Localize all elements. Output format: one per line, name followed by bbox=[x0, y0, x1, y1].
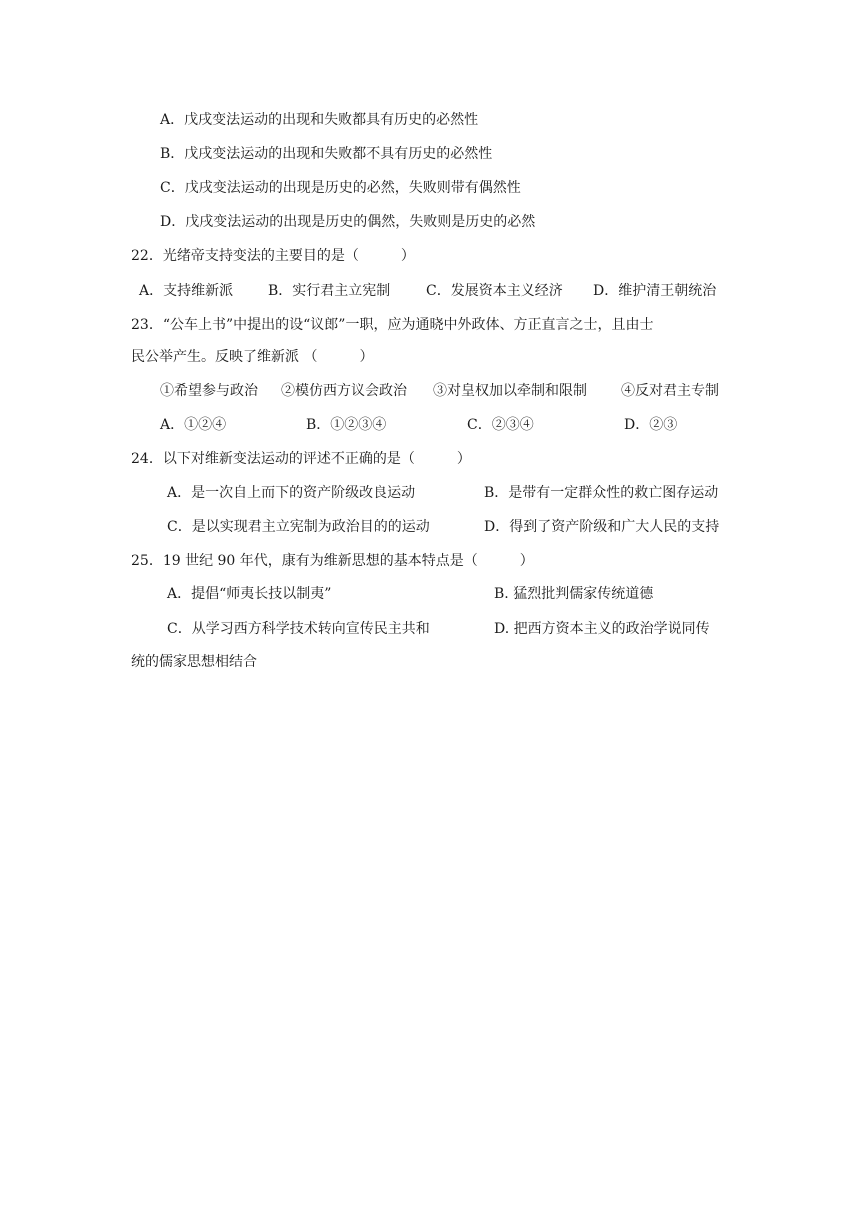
q23-option-a: A．①②④ bbox=[160, 417, 227, 433]
q22-option-a: A．支持维新派 bbox=[139, 283, 234, 299]
q25-stem bbox=[131, 551, 534, 571]
q24-option-c: C．是以实现君主立宪制为政治目的的运动 bbox=[167, 519, 430, 535]
q24-option-d: D．得到了资产阶级和广大人民的支持 bbox=[484, 519, 720, 535]
q21-option-c: C．戊戌变法运动的出现是历史的必然，失败则带有偶然性 bbox=[160, 180, 521, 196]
q23-option-d: D．②③ bbox=[624, 417, 678, 433]
q23-stem-line2 bbox=[131, 347, 373, 367]
q22-option-c: C．发展资本主义经济 bbox=[426, 283, 563, 299]
q25-option-d-continued: 统的儒家思想相结合 bbox=[131, 654, 257, 670]
q22-stem-close: ） bbox=[400, 248, 415, 264]
q21-option-a: A．戊戌变法运动的出现和失败都具有历史的必然性 bbox=[160, 112, 479, 128]
q23-statement-4: ④反对君主专制 bbox=[621, 383, 719, 399]
q24-stem-text: 24．以下对维新变法运动的评述不正确的是（ bbox=[131, 451, 415, 467]
q23-stem-line1: 23．“公车上书”中提出的设“议郎”一职，应为通晓中外政体、方正直言之士，且由士 bbox=[131, 317, 654, 333]
q25-option-a: A．提倡“师夷长技以制夷” bbox=[167, 586, 332, 602]
q25-option-b: B. 猛烈批判儒家传统道德 bbox=[494, 586, 654, 602]
q24-stem bbox=[131, 449, 471, 469]
q23-option-c: C．②③④ bbox=[467, 417, 534, 433]
q24-option-a: A．是一次自上而下的资产阶级改良运动 bbox=[167, 485, 416, 501]
q23-option-b: B．①②③④ bbox=[306, 417, 387, 433]
q23-stem-close: ） bbox=[359, 349, 374, 365]
q23-statement-2: ②模仿西方议会政治 bbox=[281, 383, 407, 399]
q22-stem-text: 22．光绪帝支持变法的主要目的是（ bbox=[131, 248, 359, 264]
q22-stem bbox=[131, 246, 415, 266]
q24-option-b: B．是带有一定群众性的救亡图存运动 bbox=[484, 485, 719, 501]
q25-option-d: D. 把西方资本主义的政治学说同传 bbox=[494, 621, 710, 637]
q21-option-b: B．戊戌变法运动的出现和失败都不具有历史的必然性 bbox=[160, 146, 493, 162]
q25-stem-text: 25．19 世纪 90 年代，康有为维新思想的基本特点是（ bbox=[131, 553, 478, 569]
q23-statement-3: ③对皇权加以牵制和限制 bbox=[433, 383, 587, 399]
q23-statement-1: ①希望参与政治 bbox=[160, 383, 258, 399]
q23-stem-text: 民公举产生。反映了维新派 （ bbox=[131, 349, 318, 365]
q22-option-b: B．实行君主立宪制 bbox=[268, 283, 391, 299]
q24-stem-close: ） bbox=[456, 451, 471, 467]
q25-stem-close: ） bbox=[519, 553, 534, 569]
q21-option-d: D．戊戌变法运动的出现是历史的偶然，失败则是历史的必然 bbox=[160, 214, 536, 230]
q22-option-d: D．维护清王朝统治 bbox=[593, 283, 717, 299]
q25-option-c: C．从学习西方科学技术转向宣传民主共和 bbox=[167, 621, 430, 637]
